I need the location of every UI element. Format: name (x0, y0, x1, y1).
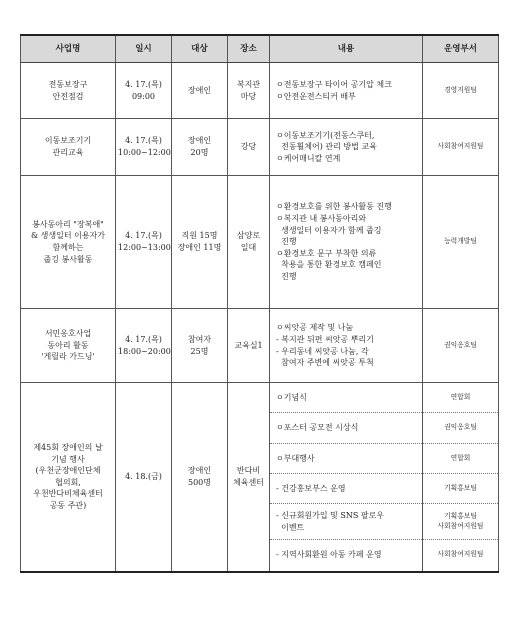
dept-cell-line: 연합회 (450, 453, 471, 462)
program-name-cell-line: '게릴라 가드닝' (41, 352, 95, 362)
dept-cell-line: 사회참여지원팀 (437, 550, 484, 559)
table-row (21, 119, 499, 176)
target-cell-line: 참여자 (187, 334, 212, 344)
program-name-cell (21, 383, 116, 572)
place-cell (228, 63, 270, 119)
dept-cell-line: 능력개발팀 (444, 237, 477, 246)
content-cell-line: 참여자 주변에 씨앗공 투척 (276, 358, 374, 368)
place-cell-line: 복지관 (236, 79, 261, 89)
dept-cell (423, 309, 499, 383)
program-name-cell-line: 제45회 장애인의 날 (33, 442, 103, 452)
program-name-cell-line: 동아리 활동 (47, 340, 89, 350)
content-cell-line: - 신규회원가입 및 SNS 팔로우 (276, 510, 385, 520)
program-name-cell (21, 176, 116, 309)
content-cell (270, 444, 423, 474)
target-cell-line: 장애인 (187, 85, 212, 95)
content-cell-line: 진행 (276, 237, 297, 247)
content-cell (270, 383, 423, 413)
program-name-cell-line: 줍깅 봉사활동 (43, 254, 93, 264)
target-cell (172, 176, 228, 309)
datetime-cell-line: 4. 17.(목) (125, 334, 162, 344)
dept-cell (423, 474, 499, 504)
place-cell (228, 119, 270, 176)
target-cell-line: 장애인 11명 (177, 243, 222, 252)
place-cell-line: 마당 (240, 91, 257, 101)
content-cell-line: ㅇ환경보호를 위한 봉사활동 진행 (276, 202, 392, 212)
datetime-cell-line: 4. 17.(목) (125, 79, 162, 89)
place-cell-line: 삼양로 (236, 231, 261, 241)
program-name-cell-line: (우천군장애인단체 (35, 466, 101, 476)
program-name-cell (21, 309, 116, 383)
program-name-cell-line: 서민옹호사업 (44, 329, 92, 339)
dept-cell (423, 540, 499, 572)
target-cell-line: 500명 (188, 477, 211, 487)
place-cell-line: 반다비 (236, 466, 261, 476)
program-name-cell-line: 전동보장구 (48, 79, 88, 89)
table-row (21, 176, 499, 309)
datetime-cell-line: 4. 18.(금) (125, 471, 162, 481)
content-cell (270, 63, 423, 119)
header-row (21, 35, 499, 63)
content-cell (270, 504, 423, 540)
target-cell-line: 직원 15명 (181, 231, 218, 241)
datetime-cell (116, 176, 172, 309)
dept-cell (423, 176, 499, 309)
place-cell-line: 교육실1 (234, 340, 263, 350)
header-target: 대상 (172, 35, 228, 63)
content-cell-line: ㅇ포스터 공모전 시상식 (276, 423, 359, 433)
content-cell-line: ㅇ전동보장구 타이어 공기압 체크 (276, 79, 392, 89)
content-cell-line: ㅇ안전운전스티커 배부 (276, 91, 356, 101)
header-dept: 운영부서 (423, 35, 499, 63)
datetime-cell (116, 63, 172, 119)
datetime-cell (116, 309, 172, 383)
datetime-cell-line: 18:00~20:00 (118, 346, 171, 356)
program-name-cell-line: 협의회, (55, 477, 81, 487)
content-cell (270, 119, 423, 176)
target-cell-line: 장애인 (187, 466, 212, 476)
header-place: 장소 (228, 35, 270, 63)
content-cell-line: - 우리동네 씨앗공 나눔, 각 (276, 346, 369, 356)
dept-cell-line: 기획홍보팀 (444, 511, 477, 520)
content-cell (270, 540, 423, 572)
datetime-cell-line: 09:00 (131, 91, 156, 101)
datetime-cell (116, 119, 172, 176)
dept-cell (423, 119, 499, 176)
content-cell-line: 진행 (276, 271, 297, 281)
content-cell-line: - 지역사회환원 아동 카페 운영 (276, 550, 382, 560)
table-row (21, 63, 499, 119)
dept-cell (423, 63, 499, 119)
place-cell (228, 309, 270, 383)
datetime-cell-line: 10:00~12:00 (118, 148, 171, 157)
program-name-cell (21, 63, 116, 119)
target-cell (172, 119, 228, 176)
place-cell-line: 강당 (240, 142, 257, 152)
program-name-cell-line: 이동보조기기 (44, 136, 92, 146)
dept-cell-line: 사회참여지원팀 (437, 521, 484, 530)
header-datetime: 일시 (116, 35, 172, 63)
dept-cell-line: 기획홍보팀 (444, 483, 477, 492)
event-sub-row (21, 383, 499, 413)
content-cell-line: ㅇ환경보호 문구 부착한 의류 (276, 248, 377, 258)
header-content: 내용 (270, 35, 423, 63)
content-cell-line: - 복지관 뒤편 씨앗공 뿌리기 (276, 334, 374, 344)
target-cell (172, 309, 228, 383)
program-name-cell-line: 안전점검 (52, 91, 84, 101)
content-cell-line: 이벤트 (276, 522, 305, 532)
program-name-cell-line: & 생생일터 이용자가 (30, 231, 106, 241)
header-name: 사업명 (21, 35, 116, 63)
program-name-cell-line: 관리교육 (52, 148, 84, 157)
content-cell (270, 413, 423, 444)
dept-cell-line: 권익옹호팀 (444, 423, 477, 432)
dept-cell (423, 444, 499, 474)
content-cell (270, 474, 423, 504)
content-cell-line: ㅇ케어매니칼 연계 (276, 153, 341, 163)
content-cell-line: ㅇ부대행사 (276, 453, 315, 463)
content-cell-line: 착용을 통한 환경보호 캠페인 (276, 260, 382, 270)
place-cell (228, 176, 270, 309)
place-cell (228, 383, 270, 572)
program-name-cell-line: 봉사동아리 "장복애" (32, 219, 104, 229)
dept-cell-line: 권익옹호팀 (444, 340, 477, 349)
datetime-cell-line: 4. 17.(목) (125, 136, 162, 146)
content-cell-line: - 건강홍보부스 운영 (276, 483, 346, 493)
program-name-cell-line: 우천반다비체육센터 (33, 489, 103, 499)
program-name-cell-line: 기념 행사 (51, 454, 85, 464)
target-cell (172, 383, 228, 572)
target-cell-line: 20명 (190, 148, 209, 157)
content-cell-line: 전동휠체어) 관리 방법 교육 (276, 142, 377, 152)
schedule-table (20, 34, 499, 573)
target-cell-line: 25명 (190, 346, 209, 356)
target-cell-line: 장애인 (187, 136, 212, 146)
place-cell-line: 체육센터 (233, 477, 264, 487)
content-cell-line: 생생일터 이용자가 함께 줍깅 (276, 225, 382, 235)
datetime-cell-line: 12:00~13:00 (118, 243, 171, 252)
table-row (21, 309, 499, 383)
dept-cell (423, 383, 499, 413)
content-cell-line: ㅇ씨앗공 제작 및 나눔 (276, 323, 354, 333)
content-cell (270, 309, 423, 383)
dept-cell (423, 413, 499, 444)
program-name-cell (21, 119, 116, 176)
content-cell (270, 176, 423, 309)
dept-cell-line: 사회참여지원팀 (437, 142, 484, 151)
target-cell (172, 63, 228, 119)
place-cell-line: 일대 (240, 243, 257, 252)
dept-cell-line: 경영지원팀 (444, 85, 477, 94)
dept-cell (423, 504, 499, 540)
program-name-cell-line: 공동 주관) (49, 500, 87, 510)
content-cell-line: ㅇ복지관 내 봉사동아리와 (276, 214, 367, 224)
dept-cell-line: 연합회 (450, 392, 471, 401)
program-name-cell-line: 함께하는 (52, 243, 84, 252)
datetime-cell (116, 383, 172, 572)
content-cell-line: ㅇ기념식 (276, 392, 307, 402)
content-cell-line: ㅇ이동보조기기(전동스쿠터, (276, 130, 375, 140)
datetime-cell-line: 4. 17.(목) (125, 231, 162, 241)
